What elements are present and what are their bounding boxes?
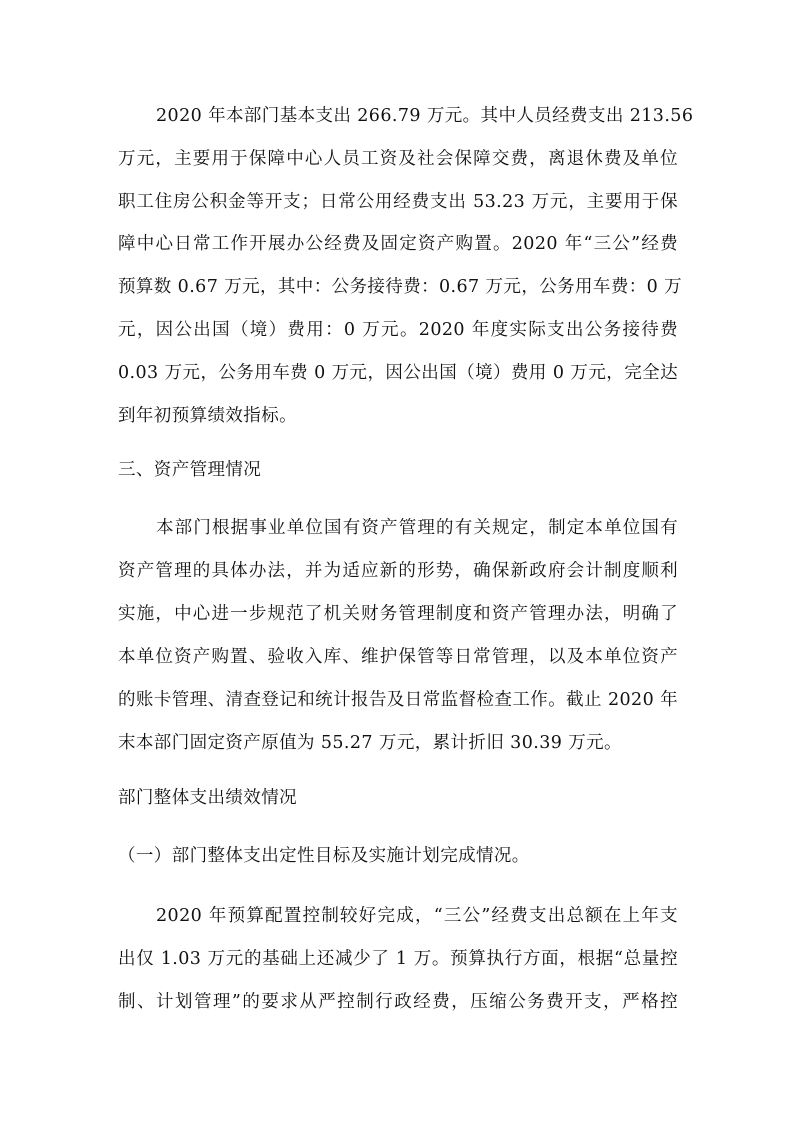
- paragraph-2-line-1: 本部门根据事业单位国有资产管理的有关规定，制定本单位国有: [156, 518, 678, 538]
- paragraph-2-line-5: 的账卡管理、清查登记和统计报告及日常监督检查工作。截止 2020 年: [118, 690, 678, 710]
- paragraph-1-line-3: 职工住房公积金等开支；日常公用经费支出 53.23 万元，主要用于保: [118, 192, 678, 212]
- paragraph-1-line-2: 万元，主要用于保障中心人员工资及社会保障交费，离退休费及单位: [118, 149, 678, 169]
- paragraph-1-line-7: 0.03 万元，公务用车费 0 万元，因公出国（境）费用 0 万元，完全达: [118, 363, 678, 383]
- paragraph-1-line-4: 障中心日常工作开展办公经费及固定资产购置。2020 年“三公”经费: [118, 234, 678, 254]
- paragraph-2-line-2: 资产管理的具体办法，并为适应新的形势，确保新政府会计制度顺利: [118, 561, 678, 581]
- paragraph-3-line-1: 2020 年预算配置控制较好完成，“三公”经费支出总额在上年支: [156, 906, 678, 926]
- paragraph-2-line-4: 本单位资产购置、验收入库、维护保管等日常管理，以及本单位资产: [118, 647, 678, 667]
- paragraph-3-line-2: 出仅 1.03 万元的基础上还减少了 1 万。预算执行方面，根据“总量控: [118, 949, 678, 969]
- subsection-heading-1: （一）部门整体支出定性目标及实施计划完成情况。: [118, 846, 530, 866]
- paragraph-3-line-3: 制、计划管理”的要求从严控制行政经费，压缩公务费开支，严格控: [118, 992, 678, 1012]
- paragraph-1-line-8: 到年初预算绩效指标。: [118, 406, 297, 426]
- paragraph-1-line-6: 元，因公出国（境）费用：0 万元。2020 年度实际支出公务接待费: [118, 320, 678, 340]
- paragraph-1-line-5: 预算数 0.67 万元，其中：公务接待费：0.67 万元，公务用车费：0 万: [118, 277, 683, 297]
- paragraph-2-line-3: 实施，中心进一步规范了机关财务管理制度和资产管理办法，明确了: [118, 604, 678, 624]
- paragraph-1-line-1: 2020 年本部门基本支出 266.79 万元。其中人员经费支出 213.56: [156, 106, 694, 126]
- paragraph-2-line-6: 末本部门固定资产原值为 55.27 万元，累计折旧 30.39 万元。: [118, 733, 622, 753]
- section-heading-assets: 三、资产管理情况: [118, 460, 262, 480]
- section-heading-overall: 部门整体支出绩效情况: [118, 788, 297, 808]
